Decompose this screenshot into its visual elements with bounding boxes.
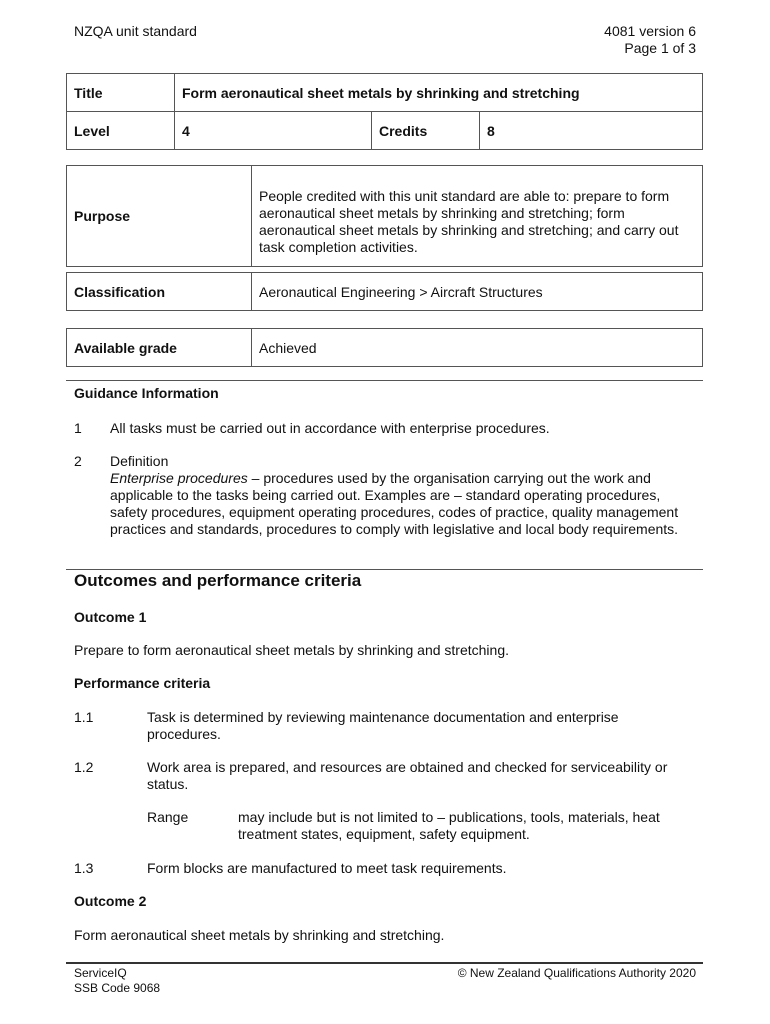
grade-table <box>66 328 703 367</box>
definition-text: – procedures used by the organisation carrying out the work and applicable to the tasks being carried out. Examples are – standard operating procedures, safety procedures, equipment operating procedures, codes of practice, quality management practices and standards, procedures to comply with legislative and local body requirements. <box>110 470 679 537</box>
header-version-page <box>604 23 696 57</box>
purpose-value: People credited with this unit standard are able to: prepare to form aeronautical sheet metals by shrinking and stretching; form aeronautical sheet metals by shrinking and stretching; and carry out task completion activities. <box>252 166 703 267</box>
classification-label: Classification <box>67 273 252 311</box>
grade-value: Achieved <box>252 329 703 367</box>
definition-title: Definition <box>110 453 169 469</box>
purpose-label: Purpose <box>67 166 252 267</box>
classification-table <box>66 272 703 311</box>
pc-text-1-2: Work area is prepared, and resources are obtained and checked for serviceability or status. <box>147 759 668 792</box>
footer-ssb: SSB Code 9068 <box>74 981 161 995</box>
outcome-2-text: Form aeronautical sheet metals by shrinking and stretching. <box>74 927 445 943</box>
footer-divider <box>66 962 703 964</box>
guidance-text-2 <box>110 453 700 538</box>
credits-label: Credits <box>372 112 480 150</box>
range-label: Range <box>147 809 189 825</box>
definition-body <box>110 470 700 538</box>
footer-left <box>74 966 160 996</box>
guidance-num-2: 2 <box>74 453 82 469</box>
header-version: 4081 version 6 <box>604 23 696 39</box>
header-unit-standard: NZQA unit standard <box>74 23 197 39</box>
guidance-heading: Guidance Information <box>74 385 219 401</box>
pc-num-1-2: 1.2 <box>74 759 94 775</box>
range-text: may include but is not limited to – publications, tools, materials, heat treatment states, equipment, safety equipment. <box>238 809 660 842</box>
pc-text-1-3: Form blocks are manufactured to meet task requirements. <box>147 860 507 876</box>
credits-value: 8 <box>480 112 703 150</box>
footer-org: ServiceIQ <box>74 966 127 980</box>
header-page: Page 1 of 3 <box>624 40 696 56</box>
guidance-num-1: 1 <box>74 420 82 436</box>
outcome-1-label: Outcome 1 <box>74 609 147 625</box>
title-label: Title <box>67 74 175 112</box>
pc-heading: Performance criteria <box>74 675 211 691</box>
guidance-text-1: All tasks must be carried out in accordance with enterprise procedures. <box>110 420 550 436</box>
summary-table <box>66 73 703 150</box>
level-value: 4 <box>175 112 372 150</box>
outcome-2-label: Outcome 2 <box>74 893 147 909</box>
grade-label: Available grade <box>67 329 252 367</box>
title-value: Form aeronautical sheet metals by shrinking and stretching <box>175 74 703 112</box>
divider <box>66 569 703 570</box>
pc-num-1-1: 1.1 <box>74 709 94 725</box>
outcomes-heading: Outcomes and performance criteria <box>74 571 362 590</box>
pc-text-1-1: Task is determined by reviewing maintenance documentation and enterprise procedures. <box>147 709 619 742</box>
purpose-table <box>66 165 703 267</box>
definition-term: Enterprise procedures <box>110 470 248 486</box>
pc-num-1-3: 1.3 <box>74 860 94 876</box>
classification-value: Aeronautical Engineering > Aircraft Structures <box>252 273 703 311</box>
level-label: Level <box>67 112 175 150</box>
outcome-1-text: Prepare to form aeronautical sheet metals by shrinking and stretching. <box>74 642 510 658</box>
footer-copyright: © New Zealand Qualifications Authority 2020 <box>457 966 696 980</box>
divider <box>66 380 703 381</box>
